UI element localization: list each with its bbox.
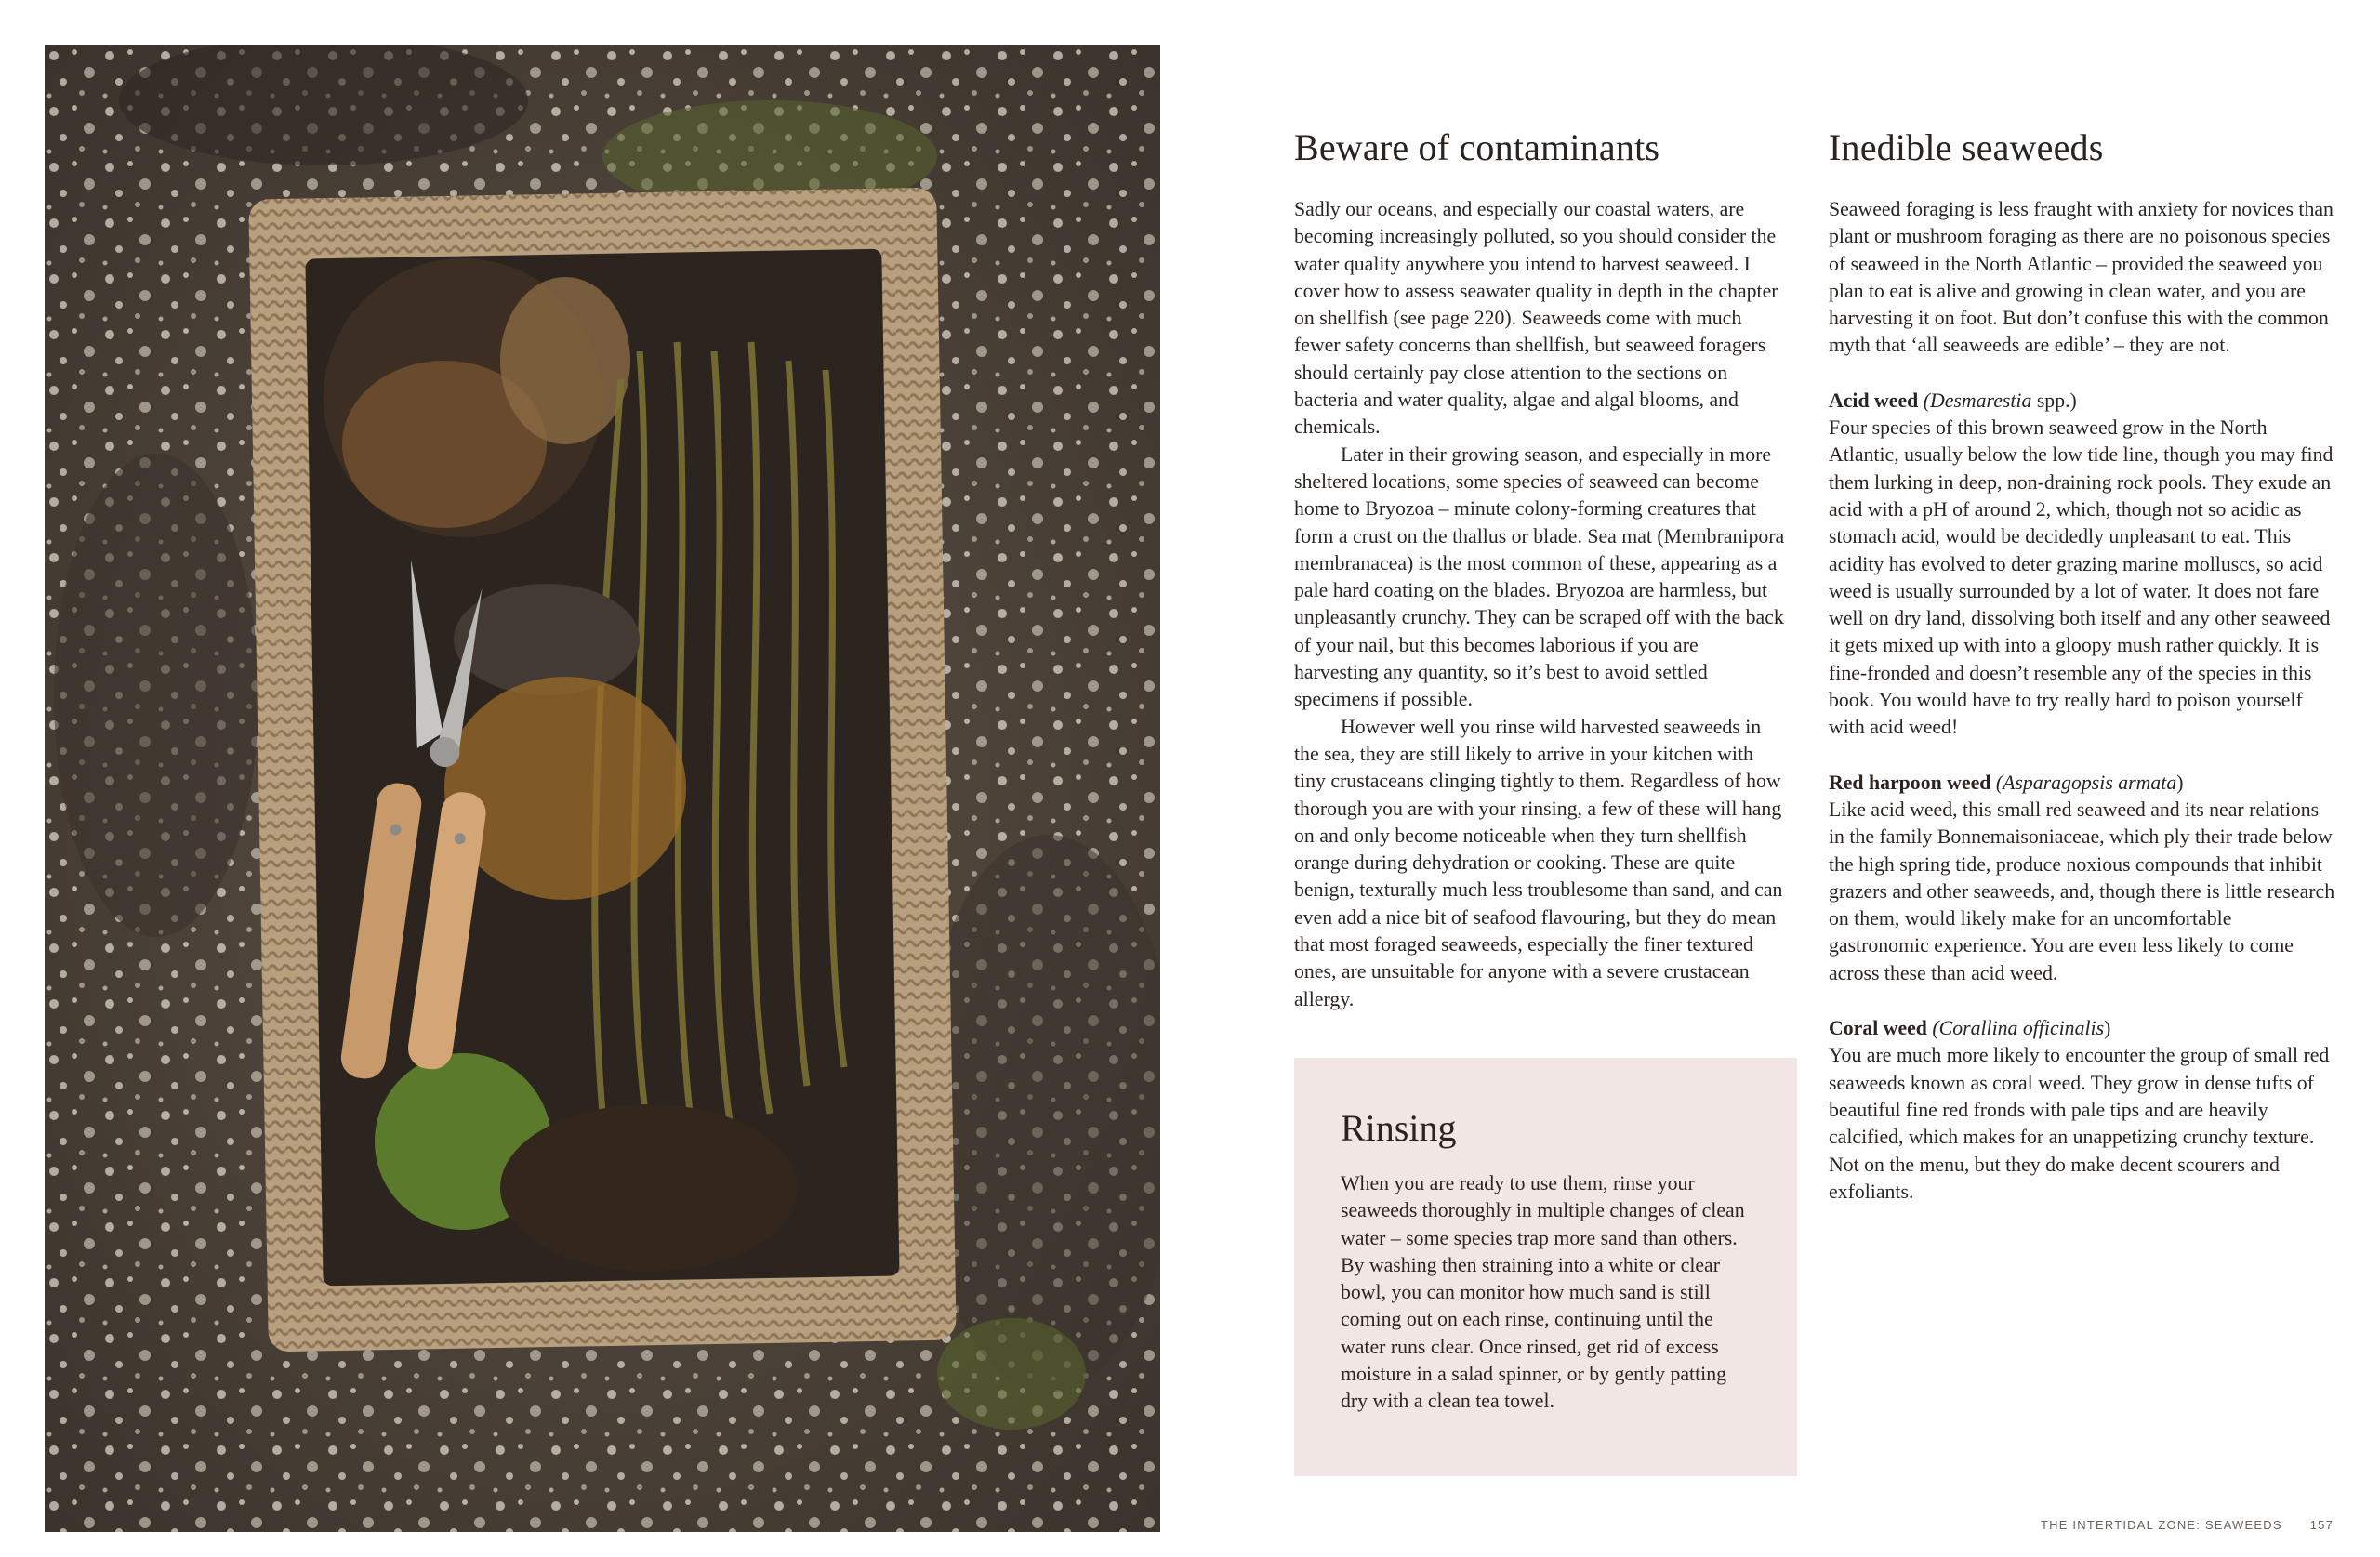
entry-suffix: spp.)	[2031, 389, 2077, 412]
entry-name: Red harpoon weed	[1829, 771, 1991, 794]
left-column-body	[1294, 196, 1787, 1013]
paragraph: Later in their growing season, and especially in more sheltered locations, some species of seaweed can become home to Bryozoa – minute colony-forming creatures that form a crust on the thallus or blade. Sea mat (Membranipora membranacea) is the most common of these, appearing as a pale hard coating on the blades. Bryozoa are harmless, but unpleasantly crunchy. They can be scraped off with the back of your nail, but this becomes laborious if you are harvesting any quantity, so it’s best to avoid settled specimens if possible.	[1294, 442, 1785, 711]
page-number: 157	[2309, 1518, 2334, 1532]
entry-red-harpoon-weed	[1829, 770, 2335, 987]
seaweed-basket-photo	[45, 45, 1160, 1532]
intro-paragraph: Seaweed foraging is less fraught with anxiety for novices than plant or mushroom foraging as there are no poisonous species of seaweed in the North Atlantic – provided the seaweed you plan to eat is alive and growing in clean water, and you are harvesting it on foot. But don’t confuse this with the common myth that ‘all seaweeds are edible’ – they are not.	[1829, 198, 2334, 357]
entry-latin-name: Asparagopsis armata	[2003, 771, 2177, 794]
entry-text: Like acid weed, this small red seaweed and its near relations in the family Bonnemaisoniaceae, which ply their trade below the high spring tide, produce noxious compounds that inhibit grazers and other seaweeds, and, though there is little research on them, would likely make for an uncomfortable gastronomic experience. You are even less likely to come across these than acid weed.	[1829, 798, 2335, 984]
rinsing-box	[1294, 1058, 1797, 1476]
heading-beware-of-contaminants: Beware of contaminants	[1294, 126, 1660, 168]
right-column-body	[1829, 196, 2335, 1206]
entry-name: Coral weed	[1829, 1017, 1927, 1040]
entry-coral-weed	[1829, 1015, 2335, 1206]
heading-inedible-seaweeds: Inedible seaweeds	[1829, 126, 2104, 168]
page-footer	[2041, 1518, 2334, 1532]
entry-text: Four species of this brown seaweed grow in the North Atlantic, usually below the low tide line, though you may find them lurking in deep, non-draining rock pools. They exude an acid with a pH of around 2, which, though not so acidic as stomach acid, would be decidedly unpleasant to eat. This acidity has evolved to deter grazing marine molluscs, so acid weed is usually surrounded by a lot of water. It does not fare well on dry land, dissolving both itself and any other seaweed it gets mixed up with into a gloopy mush rather quickly. It is fine-fronded and doesn’t resemble any of the species in this book. You would have to try really hard to poison yourself with acid weed!	[1829, 416, 2334, 739]
entry-acid-weed	[1829, 388, 2335, 742]
heading-rinsing: Rinsing	[1341, 1107, 1457, 1149]
entry-suffix: )	[2176, 771, 2184, 794]
entry-title: Coral weed (Corallina officinalis)	[1829, 1017, 2111, 1040]
entry-title: Acid weed (Desmarestia spp.)	[1829, 389, 2077, 412]
entry-name: Acid weed	[1829, 389, 1919, 412]
paragraph: However well you rinse wild harvested seaweeds in the sea, they are still likely to arrive in your kitchen with tiny crustaceans clinging tightly to them. Regardless of how thorough you are with your rinsing, a few of these will hang on and only become noticeable when they turn shellfish orange during dehydration or cooking. These are quite benign, texturally much less troublesome than sand, and can even add a nice bit of seafood flavouring, but they do mean that most foraged seaweeds, especially the finer textured ones, are unsuitable for anyone with a severe crustacean allergy.	[1294, 715, 1783, 1010]
entry-text: You are much more likely to encounter the group of small red seaweeds known as coral weed. They grow in dense tufts of beautiful fine red fronds with pale tips and are heavily calcified, which makes for an unappetizing crunchy texture. Not on the menu, but they do make decent scourers and exfoliants.	[1829, 1044, 2330, 1203]
entry-suffix: )	[2104, 1017, 2111, 1040]
rinsing-text: When you are ready to use them, rinse your seaweeds thoroughly in multiple changes of clean water – some species trap more sand than others. By washing then straining into a white or clear bowl, you can monitor how much sand is still coming out on each rinse, continuing until the water runs clear. Once rinsed, get rid of excess moisture in a salad spinner, or by gently patting dry with a clean tea towel.	[1341, 1172, 1745, 1413]
entry-latin-name: Corallina officinalis	[1938, 1017, 2105, 1040]
entry-title: Red harpoon weed (Asparagopsis armata)	[1829, 771, 2184, 794]
seaweed-basket-photo-icon	[45, 45, 1160, 1532]
paragraph: Sadly our oceans, and especially our coastal waters, are becoming increasingly polluted, so you should consider the water quality anywhere you intend to harvest seaweed. I cover how to assess seawater quality in depth in the chapter on shellfish (see page 220). Seaweeds come with much fewer safety concerns than shellfish, but seaweed foragers should certainly pay close attention to the sections on bacteria and water quality, algae and algal blooms, and chemicals.	[1294, 198, 1778, 439]
running-footer-section: THE INTERTIDAL ZONE: SEAWEEDS	[2041, 1518, 2282, 1532]
entry-latin-name: Desmarestia	[1929, 389, 2032, 412]
